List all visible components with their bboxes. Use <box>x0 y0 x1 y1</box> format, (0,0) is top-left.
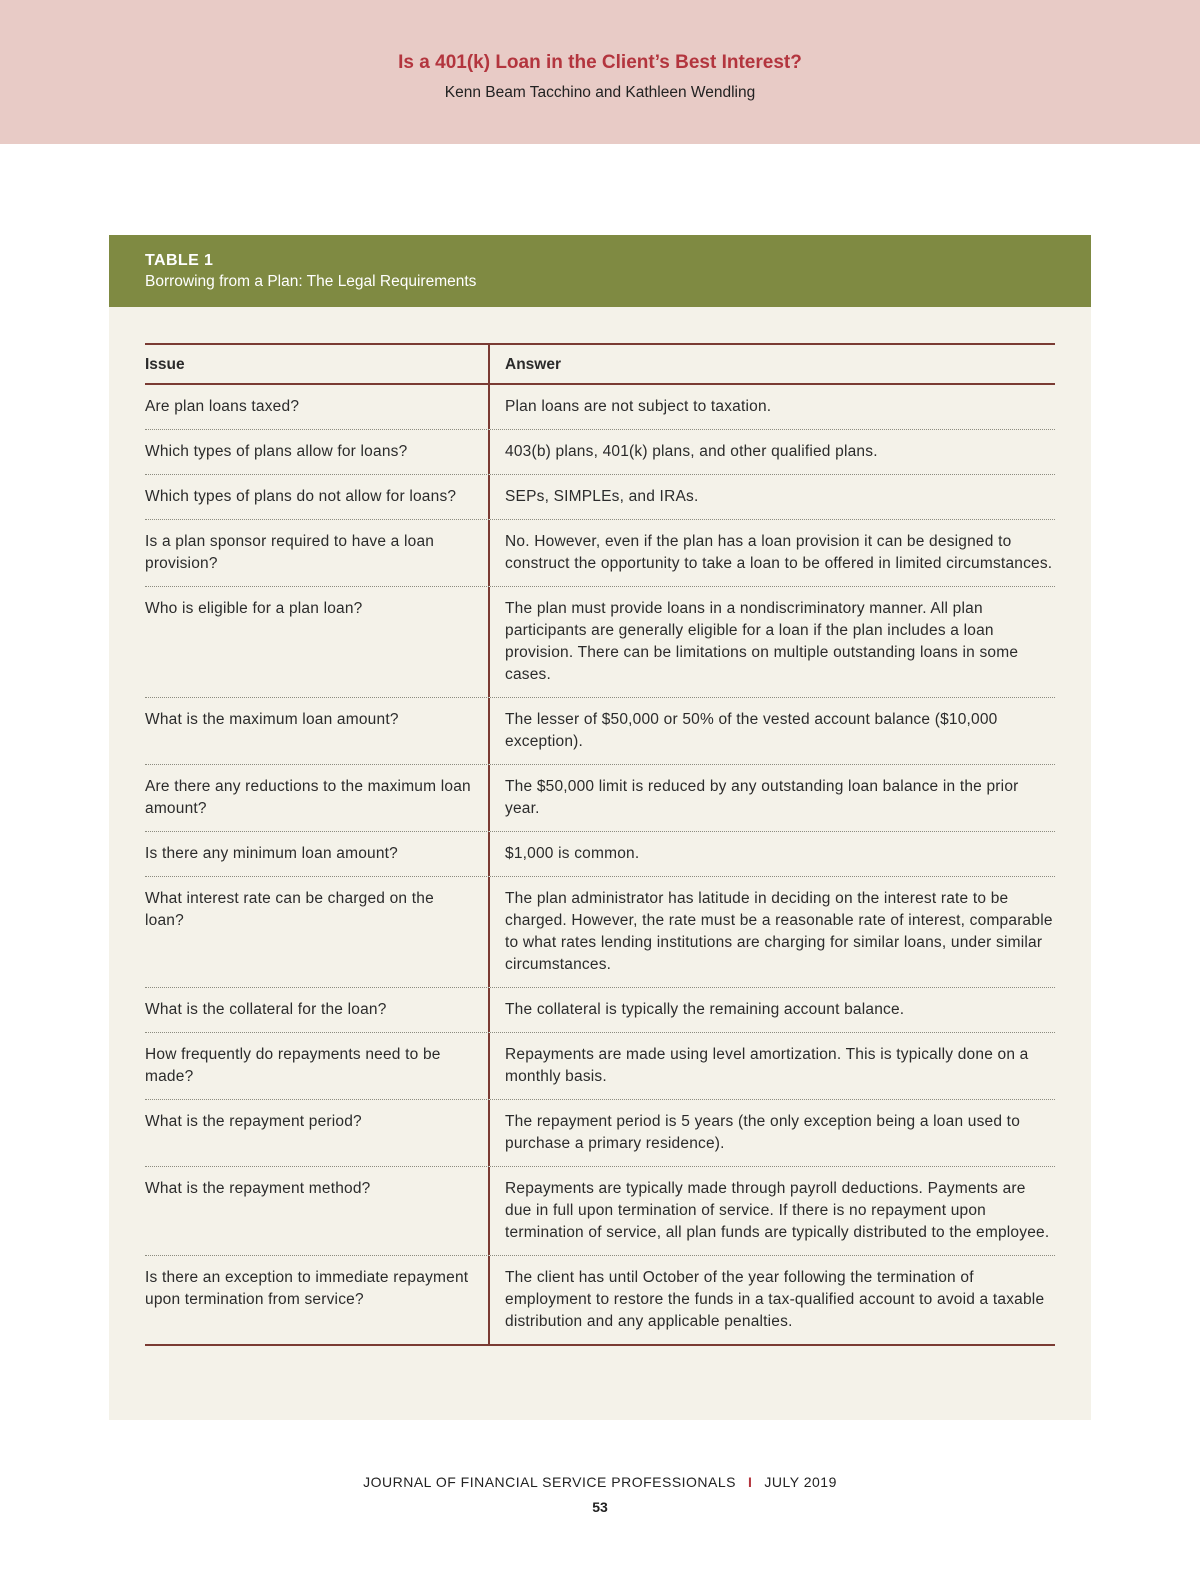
answer-cell: The $50,000 limit is reduced by any outstanding loan balance in the prior year. <box>505 778 1019 817</box>
answer-cell: The lesser of $50,000 or 50% of the vested account balance ($10,000 exception). <box>505 711 998 750</box>
answer-cell: SEPs, SIMPLEs, and IRAs. <box>505 488 699 505</box>
issue-cell: What is the collateral for the loan? <box>145 988 490 1032</box>
issue-cell: Which types of plans do not allow for loans? <box>145 475 490 519</box>
footer-separator: I <box>748 1474 753 1490</box>
answer-cell: $1,000 is common. <box>505 845 640 862</box>
answer-cell: The repayment period is 5 years (the only exception being a loan used to purchase a primary residence). <box>505 1113 1021 1152</box>
table-label: TABLE 1 <box>145 252 214 269</box>
issue-cell: Are plan loans taxed? <box>145 385 490 429</box>
issue-cell: Which types of plans allow for loans? <box>145 430 490 474</box>
table-row <box>145 988 1055 1033</box>
page-number: 53 <box>592 1499 608 1515</box>
table-row <box>145 430 1055 475</box>
answer-cell: No. However, even if the plan has a loan provision it can be designed to construct the opportunity to take a loan to be offered in limited circumstances. <box>505 533 1053 572</box>
answer-cell: Repayments are made using level amortization. This is typically done on a monthly basis. <box>505 1046 1029 1085</box>
table-row <box>145 877 1055 988</box>
issue-date: JULY 2019 <box>764 1474 837 1490</box>
answer-cell: Repayments are typically made through payroll deductions. Payments are due in full upon termination of service. If there is no repayment upon termination of service, all plan funds are typically distributed to the employee. <box>505 1180 1050 1241</box>
table-header-row <box>145 345 1055 385</box>
answer-cell: The collateral is typically the remaining account balance. <box>505 1001 905 1018</box>
column-header-answer: Answer <box>505 356 561 373</box>
table-row <box>145 520 1055 587</box>
table-row <box>145 385 1055 430</box>
issue-cell: What is the maximum loan amount? <box>145 698 490 764</box>
requirements-table <box>145 343 1055 1346</box>
page-footer <box>0 1474 1200 1490</box>
issue-cell: What is the repayment method? <box>145 1167 490 1255</box>
answer-cell: Plan loans are not subject to taxation. <box>505 398 772 415</box>
issue-cell: Is there an exception to immediate repayment upon termination from service? <box>145 1256 490 1344</box>
answer-cell: The plan must provide loans in a nondiscriminatory manner. All plan participants are generally eligible for a loan if the plan includes a loan provision. There can be limitations on multiple outstanding loans in some cases. <box>505 600 1019 683</box>
article-header-band <box>0 0 1200 144</box>
table-row <box>145 1033 1055 1100</box>
issue-cell: Is there any minimum loan amount? <box>145 832 490 876</box>
table-caption: Borrowing from a Plan: The Legal Requirements <box>145 273 477 290</box>
issue-cell: Is a plan sponsor required to have a loan provision? <box>145 520 490 586</box>
table-row <box>145 1256 1055 1344</box>
table-row <box>145 587 1055 698</box>
answer-cell: The plan administrator has latitude in deciding on the interest rate to be charged. However, the rate must be a reasonable rate of interest, comparable to what rates lending institutions are charging for similar loans, under similar circumstances. <box>505 890 1053 973</box>
table-row <box>145 1167 1055 1256</box>
column-header-issue: Issue <box>145 345 490 383</box>
table-row <box>145 698 1055 765</box>
issue-cell: Who is eligible for a plan loan? <box>145 587 490 697</box>
table-card <box>109 235 1091 1420</box>
article-title: Is a 401(k) Loan in the Client’s Best Interest? <box>398 52 802 73</box>
table-banner <box>109 235 1091 307</box>
journal-name: JOURNAL OF FINANCIAL SERVICE PROFESSIONALS <box>363 1474 737 1490</box>
table-row <box>145 765 1055 832</box>
answer-cell: 403(b) plans, 401(k) plans, and other qualified plans. <box>505 443 878 460</box>
table-row <box>145 475 1055 520</box>
table-row <box>145 832 1055 877</box>
table-row <box>145 1100 1055 1167</box>
issue-cell: Are there any reductions to the maximum loan amount? <box>145 765 490 831</box>
answer-cell: The client has until October of the year following the termination of employment to restore the funds in a tax-qualified account to avoid a taxable distribution and any applicable penalties. <box>505 1269 1045 1330</box>
table-body <box>145 385 1055 1344</box>
issue-cell: What interest rate can be charged on the loan? <box>145 877 490 987</box>
article-authors: Kenn Beam Tacchino and Kathleen Wendling <box>444 84 756 101</box>
issue-cell: How frequently do repayments need to be made? <box>145 1033 490 1099</box>
issue-cell: What is the repayment period? <box>145 1100 490 1166</box>
